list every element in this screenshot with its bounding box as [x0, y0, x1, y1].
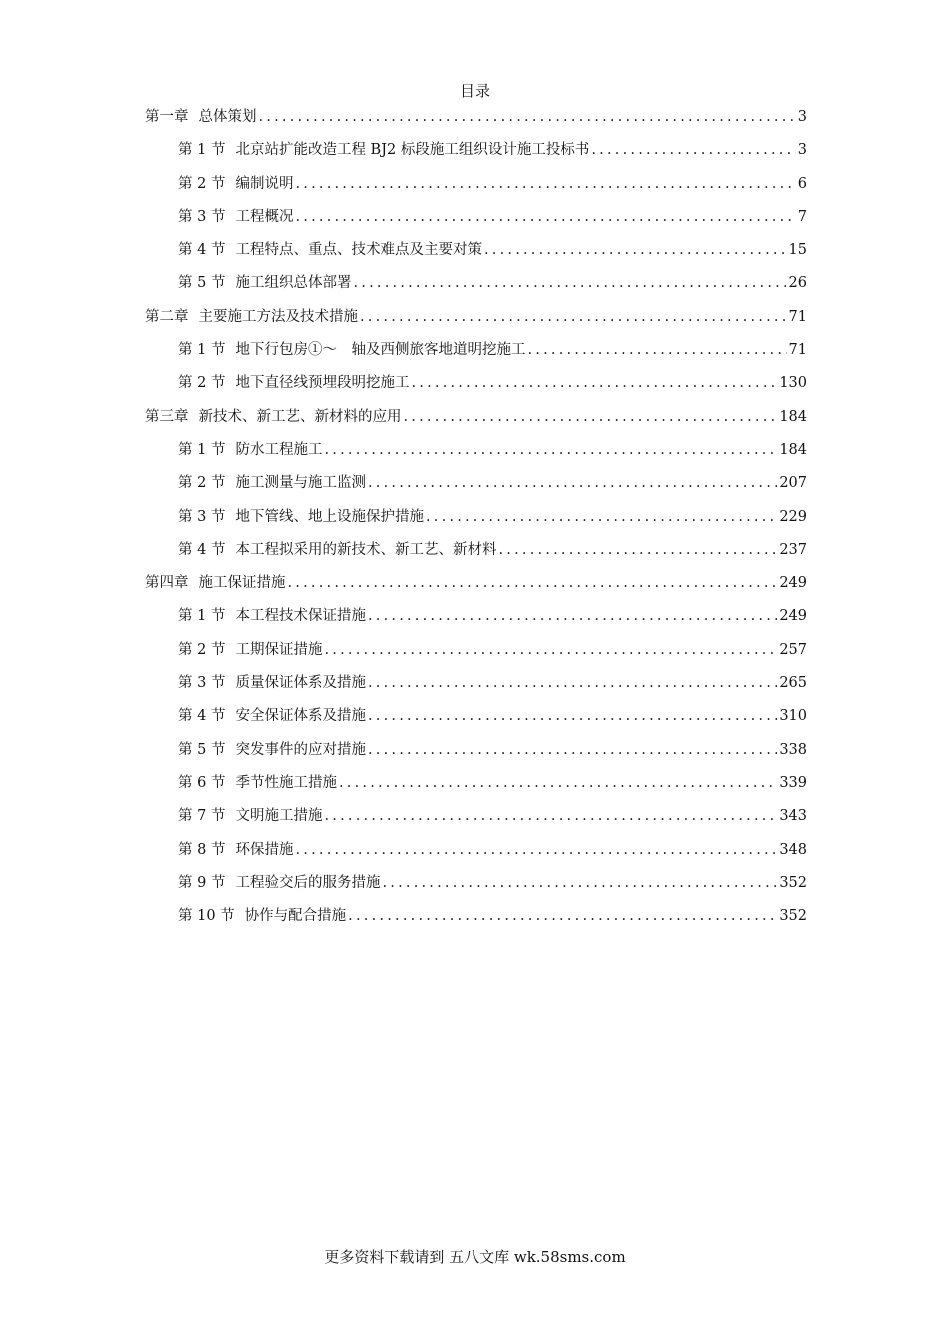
- toc-page-number: 348: [779, 841, 807, 858]
- toc-entry-title: 协作与配合措施: [244, 908, 347, 925]
- toc-dot-leader: [426, 506, 777, 528]
- toc-dot-leader: [484, 239, 787, 261]
- toc-entry-label: [178, 372, 409, 394]
- toc-title: 目录: [459, 82, 490, 100]
- toc-entry-title: 地下行包房①～ 轴及西侧旅客地道明挖施工: [235, 342, 526, 359]
- toc-section-entry[interactable]: [145, 872, 807, 905]
- toc-page-number: 310: [779, 708, 807, 725]
- toc-entry-label: [145, 306, 358, 328]
- toc-entry-label: [178, 439, 322, 461]
- toc-chapter-entry[interactable]: [145, 406, 807, 439]
- toc-section-entry[interactable]: [145, 772, 807, 805]
- toc-dot-leader: [288, 572, 778, 594]
- toc-dot-leader: [527, 339, 786, 361]
- toc-section-entry[interactable]: [145, 905, 807, 938]
- toc-entry-title: 本工程技术保证措施: [235, 608, 366, 625]
- toc-entry-title: 工程特点、重点、技术难点及主要对策: [235, 242, 482, 259]
- toc-dot-leader: [591, 139, 795, 161]
- toc-entry-label: [178, 605, 366, 627]
- toc-entry-number: 第 8 节: [178, 841, 226, 858]
- toc-page-number: 237: [779, 541, 807, 558]
- toc-entry-label: [145, 406, 402, 428]
- toc-dot-leader: [368, 605, 777, 627]
- toc-dot-leader: [324, 639, 777, 661]
- toc-section-entry[interactable]: [145, 506, 807, 539]
- toc-entry-number: 第 3 节: [178, 508, 226, 525]
- toc-entry-label: [178, 872, 380, 894]
- toc-entry-title: 总体策划: [198, 109, 257, 125]
- toc-chapter-entry[interactable]: [145, 306, 807, 339]
- toc-page-number: 71: [788, 308, 807, 325]
- toc-dot-leader: [339, 772, 777, 794]
- toc-entry-label: [178, 239, 482, 261]
- toc-entry-title: 本工程拟采用的新技术、新工艺、新材料: [235, 541, 497, 558]
- toc-entry-number: 第 1 节: [178, 342, 226, 359]
- toc-dot-leader: [411, 372, 777, 394]
- toc-dot-leader: [295, 839, 777, 861]
- toc-section-entry[interactable]: [145, 705, 807, 738]
- toc-entry-number: 第 7 节: [178, 808, 226, 825]
- toc-section-entry[interactable]: [145, 739, 807, 772]
- toc-page-number: 207: [779, 475, 807, 492]
- toc-dot-leader: [404, 406, 778, 428]
- toc-entry-title: 安全保证体系及措施: [235, 708, 366, 725]
- toc-entry-number: 第 2 节: [178, 475, 226, 492]
- toc-entry-label: [178, 739, 366, 761]
- toc-entry-title: 主要施工方法及技术措施: [198, 308, 358, 325]
- toc-entry-number: 第 10 节: [178, 908, 235, 925]
- toc-entry-title: 工程概况: [235, 208, 294, 225]
- toc-page-number: 6: [797, 175, 807, 192]
- toc-dot-leader: [368, 672, 777, 694]
- toc-page-number: 130: [779, 375, 807, 392]
- toc-entry-label: [178, 539, 496, 561]
- toc-entry-title: 环保措施: [235, 841, 294, 858]
- toc-entry-label: [178, 805, 322, 827]
- toc-page-number: 184: [779, 408, 807, 425]
- toc-entry-title: 质量保证体系及措施: [235, 675, 366, 692]
- toc-entry-label: [145, 572, 286, 594]
- toc-entry-label: [178, 905, 346, 927]
- toc-entry-title: 工期保证措施: [235, 641, 323, 658]
- toc-section-entry[interactable]: [145, 605, 807, 638]
- toc-section-entry[interactable]: [145, 472, 807, 505]
- toc-dot-leader: [368, 705, 777, 727]
- toc-entry-number: 第 6 节: [178, 774, 226, 791]
- toc-entry-title: 施工组织总体部署: [235, 275, 352, 292]
- toc-chapter-entry[interactable]: [145, 572, 807, 605]
- toc-entry-title: 施工测量与施工监测: [235, 475, 366, 492]
- toc-dot-leader: [353, 272, 786, 294]
- toc-section-entry[interactable]: [145, 206, 807, 239]
- toc-entry-title: 施工保证措施: [198, 575, 286, 592]
- toc-entry-label: [178, 772, 337, 794]
- toc-dot-leader: [295, 206, 795, 228]
- toc-entry-number: 第 5 节: [178, 741, 226, 758]
- toc-entry-number: 第 2 节: [178, 641, 226, 658]
- toc-entry-number: 第 9 节: [178, 874, 226, 891]
- toc-entry-label: [178, 639, 322, 661]
- toc-section-entry[interactable]: [145, 339, 807, 372]
- page-footer: 更多资料下载请到 五八文库 wk.58sms.com: [324, 1248, 626, 1266]
- toc-section-entry[interactable]: [145, 173, 807, 206]
- toc-entry-title: 季节性施工措施: [235, 774, 337, 791]
- toc-page-number: 3: [797, 109, 807, 125]
- toc-page-number: 338: [779, 741, 807, 758]
- toc-entry-title: 地下直径线预埋段明挖施工: [235, 375, 410, 392]
- toc-page-number: 265: [779, 675, 807, 692]
- toc-entry-number: 第 3 节: [178, 208, 226, 225]
- toc-entry-number: 第一章: [145, 109, 189, 125]
- toc-entry-title: 新技术、新工艺、新材料的应用: [198, 408, 402, 425]
- toc-dot-leader: [348, 905, 777, 927]
- toc-page-number: 26: [788, 275, 807, 292]
- toc-section-entry[interactable]: [145, 639, 807, 672]
- toc-dot-leader: [295, 173, 795, 195]
- toc-entry-label: [178, 705, 366, 727]
- toc-entry-title: 工程验交后的服务措施: [235, 874, 381, 891]
- toc-entry-title: 编制说明: [235, 175, 294, 192]
- toc-entry-number: 第 3 节: [178, 675, 226, 692]
- toc-entry-number: 第二章: [145, 308, 189, 325]
- toc-entry-label: [178, 139, 589, 161]
- toc-entry-label: [178, 672, 366, 694]
- toc-section-entry[interactable]: [145, 539, 807, 572]
- toc-entry-number: 第 1 节: [178, 441, 226, 458]
- toc-dot-leader: [324, 805, 777, 827]
- toc-entry-label: [178, 472, 366, 494]
- toc-entry-number: 第 4 节: [178, 242, 226, 259]
- toc-entry-label: [178, 339, 525, 361]
- toc-entry-label: [145, 106, 257, 128]
- toc-section-entry[interactable]: [145, 239, 807, 272]
- toc-page-number: 71: [788, 342, 807, 359]
- toc-page-number: 343: [779, 808, 807, 825]
- toc-entry-number: 第 1 节: [178, 608, 226, 625]
- toc-section-entry[interactable]: [145, 839, 807, 872]
- toc-page-number: 339: [779, 774, 807, 791]
- toc-entry-label: [178, 272, 351, 294]
- toc-entry-title: 文明施工措施: [235, 808, 323, 825]
- toc-dot-leader: [368, 739, 777, 761]
- toc-entry-number: 第 4 节: [178, 708, 226, 725]
- toc-entry-label: [178, 506, 424, 528]
- toc-page-number: 3: [797, 142, 807, 159]
- toc-page-number: 7: [797, 208, 807, 225]
- toc-section-entry[interactable]: [145, 139, 807, 172]
- toc-section-entry[interactable]: [145, 372, 807, 405]
- toc-entry-label: [178, 206, 293, 228]
- toc-entry-label: [178, 839, 293, 861]
- toc-page-number: 184: [779, 441, 807, 458]
- toc-dot-leader: [324, 439, 777, 461]
- toc-section-entry[interactable]: [145, 439, 807, 472]
- toc-dot-leader: [498, 539, 777, 561]
- toc-entry-number: 第 4 节: [178, 541, 226, 558]
- toc-section-entry[interactable]: [145, 672, 807, 705]
- toc-dot-leader: [360, 306, 787, 328]
- toc-section-entry[interactable]: [145, 272, 807, 305]
- toc-entry-number: 第 5 节: [178, 275, 226, 292]
- toc-page-number: 352: [779, 874, 807, 891]
- toc-dot-leader: [259, 106, 796, 128]
- toc-section-entry[interactable]: [145, 805, 807, 838]
- toc-entry-label: [178, 173, 293, 195]
- toc-entry-number: 第 1 节: [178, 142, 226, 159]
- table-of-contents: [145, 106, 807, 938]
- toc-page-number: 249: [779, 608, 807, 625]
- toc-entry-number: 第三章: [145, 408, 189, 425]
- toc-page-number: 15: [788, 242, 807, 259]
- toc-entry-number: 第 2 节: [178, 175, 226, 192]
- toc-entry-title: 地下管线、地上设施保护措施: [235, 508, 424, 525]
- toc-entry-number: 第 2 节: [178, 375, 226, 392]
- toc-entry-title: 突发事件的应对措施: [235, 741, 366, 758]
- toc-page-number: 229: [779, 508, 807, 525]
- toc-entry-title: 防水工程施工: [235, 441, 323, 458]
- toc-entry-title: 北京站扩能改造工程 BJ2 标段施工组织设计施工投标书: [235, 142, 590, 159]
- toc-dot-leader: [368, 472, 777, 494]
- toc-chapter-entry[interactable]: [145, 106, 807, 139]
- toc-page-number: 249: [779, 575, 807, 592]
- toc-entry-number: 第四章: [145, 575, 189, 592]
- toc-page-number: 352: [779, 908, 807, 925]
- toc-page-number: 257: [779, 641, 807, 658]
- toc-dot-leader: [382, 872, 777, 894]
